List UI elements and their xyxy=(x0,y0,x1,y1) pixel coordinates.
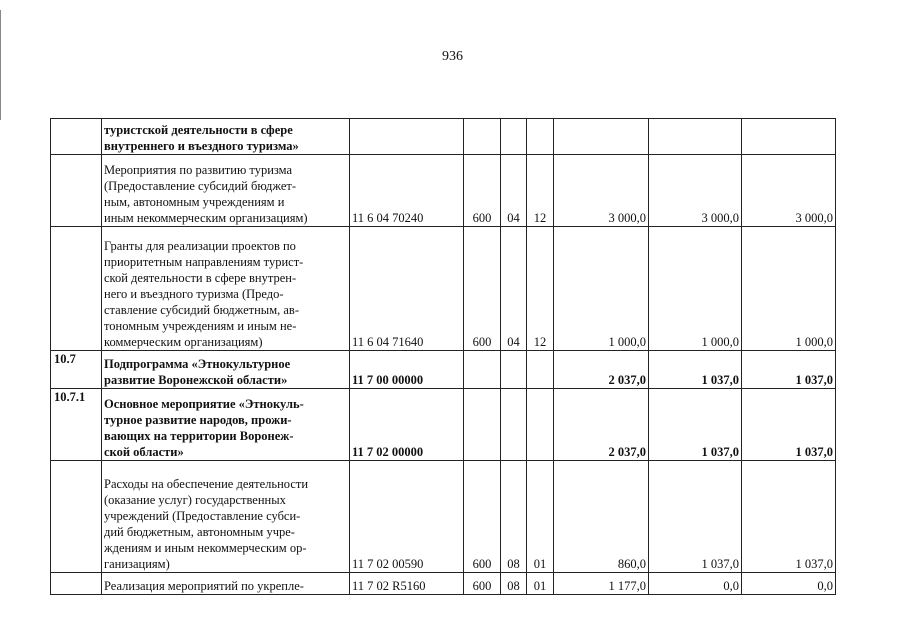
row-expense-type: 600 xyxy=(464,227,501,351)
row-index: 10.7 xyxy=(51,351,102,389)
description-line: внутреннего и въездного туризма» xyxy=(104,139,299,153)
description-line: туристской деятельности в сфере xyxy=(104,123,293,137)
row-section: 04 xyxy=(501,227,527,351)
row-amount-year3: 1 000,0 xyxy=(742,227,836,351)
row-amount-year3: 1 037,0 xyxy=(742,461,836,573)
row-amount-year2 xyxy=(649,119,742,155)
row-subsection xyxy=(527,389,554,461)
row-section xyxy=(501,119,527,155)
row-amount-year2: 1 037,0 xyxy=(649,461,742,573)
budget-table xyxy=(50,118,836,595)
row-section: 08 xyxy=(501,573,527,595)
row-amount-year1: 1 000,0 xyxy=(554,227,649,351)
description-line: ждениям и иным некоммерческим ор- xyxy=(104,541,307,555)
row-subsection: 12 xyxy=(527,155,554,227)
description-line: учреждений (Предоставление субси- xyxy=(104,509,301,523)
page-number: 936 xyxy=(442,49,463,64)
description-line: турное развитие народов, прожи- xyxy=(104,413,292,427)
row-subsection: 01 xyxy=(527,461,554,573)
description-line: ской области» xyxy=(104,445,184,459)
table-row xyxy=(51,461,836,573)
table-row xyxy=(51,389,836,461)
description-line: Мероприятия по развитию туризма xyxy=(104,163,293,177)
row-amount-year1: 2 037,0 xyxy=(554,351,649,389)
row-subsection: 01 xyxy=(527,573,554,595)
description-line: ставление субсидий бюджетным, ав- xyxy=(104,303,299,317)
description-line: Реализация мероприятий по укрепле- xyxy=(104,579,304,593)
description-line: дий бюджетным, автономным учре- xyxy=(104,525,295,539)
description-line: Подпрограмма «Этнокультурное xyxy=(104,357,291,371)
row-subsection xyxy=(527,351,554,389)
row-amount-year1 xyxy=(554,119,649,155)
row-expense-type xyxy=(464,389,501,461)
row-amount-year1: 2 037,0 xyxy=(554,389,649,461)
row-index xyxy=(51,119,102,155)
description-line: ганизациям) xyxy=(104,557,170,571)
row-amount-year3: 1 037,0 xyxy=(742,389,836,461)
row-amount-year3: 3 000,0 xyxy=(742,155,836,227)
table-row xyxy=(51,155,836,227)
description-line: ным, автономным учреждениям и xyxy=(104,195,285,209)
description-line: тономным учреждениям и иным не- xyxy=(104,319,297,333)
scan-edge-line xyxy=(0,10,1,120)
row-description xyxy=(102,227,350,351)
row-amount-year3: 1 037,0 xyxy=(742,351,836,389)
row-amount-year2: 1 037,0 xyxy=(649,351,742,389)
description-line: (Предоставление субсидий бюджет- xyxy=(104,179,297,193)
row-description xyxy=(102,155,350,227)
row-description xyxy=(102,461,350,573)
row-target-code: 11 6 04 70240 xyxy=(350,155,464,227)
row-target-code: 11 7 02 00590 xyxy=(350,461,464,573)
row-amount-year3: 0,0 xyxy=(742,573,836,595)
row-index xyxy=(51,155,102,227)
row-description xyxy=(102,351,350,389)
row-subsection: 12 xyxy=(527,227,554,351)
row-description xyxy=(102,119,350,155)
row-section xyxy=(501,389,527,461)
table-row xyxy=(51,573,836,595)
row-expense-type: 600 xyxy=(464,573,501,595)
row-index xyxy=(51,461,102,573)
row-amount-year1: 3 000,0 xyxy=(554,155,649,227)
row-description xyxy=(102,573,350,595)
row-target-code: 11 7 02 00000 xyxy=(350,389,464,461)
row-index xyxy=(51,573,102,595)
row-index: 10.7.1 xyxy=(51,389,102,461)
row-target-code xyxy=(350,119,464,155)
row-amount-year2: 3 000,0 xyxy=(649,155,742,227)
description-line: Расходы на обеспечение деятельности xyxy=(104,477,309,491)
description-line: него и въездного туризма (Предо- xyxy=(104,287,284,301)
description-line: ской деятельности в сфере внутрен- xyxy=(104,271,297,285)
row-target-code: 11 6 04 71640 xyxy=(350,227,464,351)
description-line: Гранты для реализации проектов по xyxy=(104,239,296,253)
table-row xyxy=(51,351,836,389)
row-amount-year2: 1 037,0 xyxy=(649,389,742,461)
table-row xyxy=(51,119,836,155)
row-index xyxy=(51,227,102,351)
row-expense-type: 600 xyxy=(464,461,501,573)
row-target-code: 11 7 00 00000 xyxy=(350,351,464,389)
table-row xyxy=(51,227,836,351)
row-amount-year1: 1 177,0 xyxy=(554,573,649,595)
row-section: 08 xyxy=(501,461,527,573)
description-line: коммерческим организациям) xyxy=(104,335,263,349)
description-line: приоритетным направлениям турист- xyxy=(104,255,304,269)
row-amount-year2: 1 000,0 xyxy=(649,227,742,351)
row-expense-type: 600 xyxy=(464,155,501,227)
row-description xyxy=(102,389,350,461)
row-expense-type xyxy=(464,119,501,155)
description-line: вающих на территории Воронеж- xyxy=(104,429,294,443)
row-section xyxy=(501,351,527,389)
row-amount-year2: 0,0 xyxy=(649,573,742,595)
row-amount-year1: 860,0 xyxy=(554,461,649,573)
row-expense-type xyxy=(464,351,501,389)
row-amount-year3 xyxy=(742,119,836,155)
row-target-code: 11 7 02 R5160 xyxy=(350,573,464,595)
description-line: развитие Воронежской области» xyxy=(104,373,288,387)
description-line: (оказание услуг) государственных xyxy=(104,493,286,507)
description-line: Основное мероприятие «Этнокуль- xyxy=(104,397,304,411)
description-line: иным некоммерческим организациям) xyxy=(104,211,308,225)
row-section: 04 xyxy=(501,155,527,227)
row-subsection xyxy=(527,119,554,155)
